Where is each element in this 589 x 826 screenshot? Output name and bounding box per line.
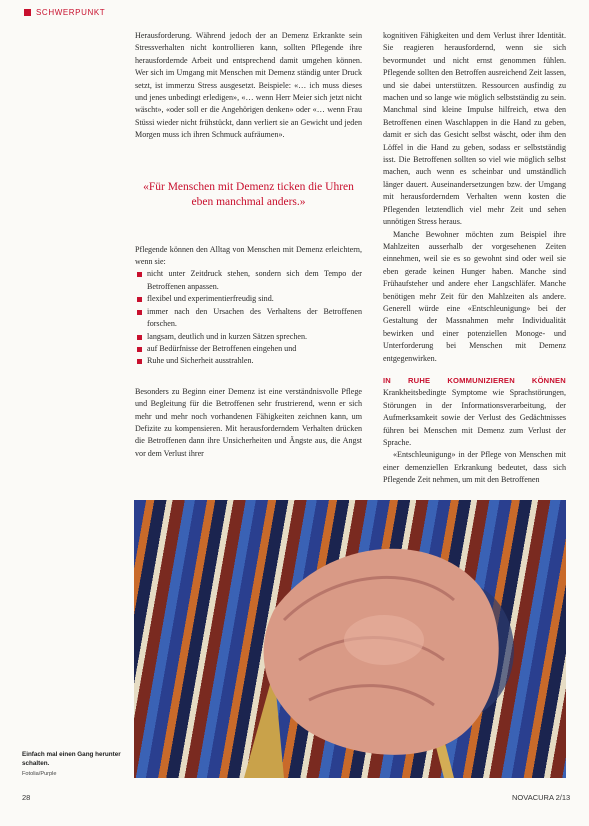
section-marker bbox=[24, 9, 31, 16]
photo-illustration bbox=[134, 500, 566, 778]
publication-footer: NOVACURA 2/13 bbox=[512, 793, 571, 802]
right-paragraph-1: kognitiven Fähigkeiten und dem Verlust ihrer Identität. Sie reagieren herausfordernd, wenn sie sich bevormundet und nicht ernst genommen fühlen. Pflegende sollten den Betroffen ausreichend Zeit lassen, und sie dabei unterstützen. Ressourcen ausfindig zu machen und so lange wie möglich selbstständig zu sein. Manchmal sind kleine Impulse hilfreich, etwa den Betroffenen einen Waschlappen in die Hand zu geben, damit er sich das Gesicht selbst wäscht, oder ihm den Löffel in die Hand zu geben, sodass er selbstständig isst. Die Betroffenen sollten so viel wie möglich selbst machen, auch wenn es scheinbar und umständlich länger dauert. Auseinandersetzungen bzw. der Umgang mit herausforderndem Verhalten wenn kosten die Pflegenden letztendlich viel mehr Zeit und sehen unnötigen Stress heraus. bbox=[383, 31, 566, 227]
left-column bbox=[135, 30, 362, 470]
right-paragraph-3-text: Krankheitsbedingte Symptome wie Sprachstörungen, Störungen in der Informationsverarbeitung, der Aufmerksamkeit sowie der Verlust des Gedächtnisses führen bei Menschen mit Demenz zum Verlust der Sprache. bbox=[383, 388, 566, 447]
list-item: auf Bedürfnisse der Betroffenen eingehen und bbox=[135, 343, 362, 355]
section-header bbox=[24, 8, 105, 17]
photo-caption: Einfach mal einen Gang herunter schalten. bbox=[22, 751, 121, 767]
sub-heading: IN RUHE KOMMUNIZIEREN KÖNNEN bbox=[383, 375, 566, 385]
list-item: immer nach den Ursachen des Verhaltens der Betroffenen forschen. bbox=[135, 306, 362, 331]
list-item: nicht unter Zeitdruck stehen, sondern sich dem Tempo der Betroffenen anpassen. bbox=[135, 268, 362, 293]
right-paragraph-3 bbox=[383, 375, 566, 449]
left-paragraph-2: Besonders zu Beginn einer Demenz ist eine verständnisvolle Pflege und Begleitung für die Betroffenen sehr frustrierend, wenn er sich mehr und mehr noch vorhandenen Fähigkeiten zeichnen kann, um Defizite zu kompensieren. Mit herausforderndem Verhalten drücken die Betroffenen dann ihre Unsicherheiten und Ängste aus, die Angst vor dem Verlust ihrer bbox=[135, 386, 362, 458]
tips-list bbox=[135, 268, 362, 367]
list-intro: Pflegende können den Alltag von Menschen mit Demenz erleichtern, wenn sie: bbox=[135, 244, 362, 267]
list-item: Ruhe und Sicherheit ausstrahlen. bbox=[135, 355, 362, 367]
hands-on-cane-photo bbox=[134, 500, 566, 778]
list-item: flexibel und experimentierfreudig sind. bbox=[135, 293, 362, 305]
right-paragraph-2: Manche Bewohner möchten zum Beispiel ihre Mahlzeiten ausserhalb der vorgesehenen Zeiten einnehmen, weil sie es so gewohnt sind oder weil sie eben gerade keinen Hunger haben. Manche sind Frühaufsteher und andere eher Langschläfer. Manche benötigen mehr Zeit für den Mahlzeiten als andere. Generell würde eine «Entschleunigung» bei der Gestaltung der Massnahmen mehr Individualität bewirken und einer potenziellen Monoge- und Unterforderung bei Menschen mit Demenz entgegenwirken. bbox=[383, 229, 566, 363]
right-column bbox=[383, 30, 566, 497]
pull-quote: «Für Menschen mit Demenz ticken die Uhren eben manchmal anders.» bbox=[143, 180, 354, 208]
right-paragraph-4: «Entschleunigung» in der Pflege von Menschen mit einer demenziellen Erkrankung bedeutet, dass sich Pflegende Zeit nehmen, um mit den Betroffenen bbox=[383, 450, 566, 485]
section-label: SCHWERPUNKT bbox=[36, 8, 106, 17]
page-number: 28 bbox=[22, 793, 31, 802]
left-paragraph-1: Herausforderung. Während jedoch der an Demenz Erkrankte sein Stressverhalten nicht kontrollieren kann, sollten Pflegende ihre herausfordernde Arbeit und entsprechend damit umgehen können. Wer sich im Umgang mit Menschen mit Demenz ständig unter Druck setzt, ist immerzu Stress ausgesetzt. Beispiele: «… ich muss dieses und jenes unbedingt erledigen», «… wenn Herr Meier sich jetzt nicht wäscht», «oder soll er die Angehörigen denken» oder «… wenn Frau Stüssi wieder nicht frühstückt, dann verliert sie an Gewicht und jeden Morgen muss ich ihren Schmuck aufräumen». bbox=[135, 31, 362, 140]
list-item: langsam, deutlich und in kurzen Sätzen sprechen. bbox=[135, 331, 362, 343]
photo-credit: Fotolia/Purple bbox=[22, 771, 57, 777]
